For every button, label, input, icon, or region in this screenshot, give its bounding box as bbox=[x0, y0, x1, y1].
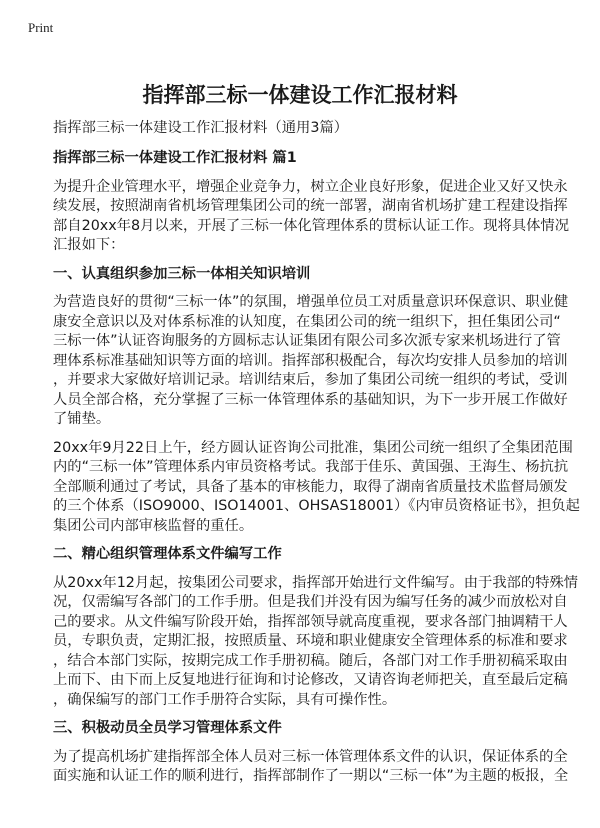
paragraph-line: 了铺垫。 bbox=[53, 411, 111, 427]
paragraph-line: 员，专职负责，定期汇报，按照质量、环境和职业健康安全管理体系的标准和要求 bbox=[53, 633, 568, 649]
paragraph-line: 全部顺利通过了考试，具备了基本的审核能力，取得了湖南省质量技术监督局颁发 bbox=[53, 478, 568, 495]
document-subtitle: 指挥部三标一体建设工作汇报材料（通用3篇） bbox=[53, 120, 349, 136]
paragraph-line: ，并要求大家做好培训记录。培训结束后，参加了集团公司统一组织的考试，受训 bbox=[53, 372, 568, 388]
paragraph bbox=[53, 748, 573, 787]
paragraph-line: 人员全部合格，充分掌握了三标一体管理体系的基础知识，为下一步开展工作做好 bbox=[53, 391, 568, 408]
paragraph-line: 理体系标准基础知识等方面的培训。指挥部积极配合，每次均安排人员参加的培训 bbox=[53, 352, 568, 369]
paragraph-line: 汇报如下： bbox=[53, 237, 125, 253]
paragraph-line: 面实施和认证工作的顺利进行，指挥部制作了一期以“三标一体”为主题的板报，全 bbox=[53, 768, 569, 784]
paragraph-line: 为提升企业管理水平，增强企业竞争力，树立企业良好形象，促进企业又好又快永 bbox=[53, 178, 568, 195]
paragraph-line: 20xx年9月22日上午，经方圆认证咨询公司批准，集团公司统一组织了全集团范围 bbox=[53, 439, 573, 456]
paragraph-line: ，结合本部门实际，按期完成工作手册初稿。随后，各部门对工作手册初稿采取由 bbox=[53, 652, 568, 669]
paragraph-line: 为营造良好的贯彻“三标一体”的氛围，增强单位员工对质量意识环保意识、职业健 bbox=[53, 294, 569, 310]
section-heading: 一、认真组织参加三标一体相关知识培训 bbox=[53, 265, 311, 282]
paragraph-line: 的三个体系（ISO9000、ISO14001、OHSAS18001）《内审员资格证书》，担负起 bbox=[53, 498, 580, 514]
paragraph-line: 上而下、由下而上反复地进行征询和讨论修改，又请咨询老师把关，直至最后定稿 bbox=[53, 672, 568, 688]
paragraph-line: 况，仅需编写各部门的工作手册。但是我们并没有因为编写任务的减少而放松对自 bbox=[53, 594, 568, 610]
paragraph bbox=[53, 178, 573, 256]
print-link[interactable]: Print bbox=[28, 20, 54, 35]
section-heading: 三、积极动员全员学习管理体系文件 bbox=[53, 720, 282, 736]
paragraph-line: 内的“三标一体”管理体系内审员资格考试。我部于佳乐、黄国强、王海生、杨抗抗 bbox=[53, 459, 569, 475]
paragraph bbox=[53, 293, 573, 430]
paragraph-line: 从20xx年12月起，按集团公司要求，指挥部开始进行文件编写。由于我部的特殊情 bbox=[53, 574, 579, 591]
paragraph-line: 三标一体”认证咨询服务的方圆标志认证集团有限公司多次派专家来机场进行了管 bbox=[53, 333, 561, 349]
paragraph-line: 为了提高机场扩建指挥部全体人员对三标一体管理体系文件的认识，保证体系的全 bbox=[53, 748, 568, 765]
paragraph bbox=[53, 439, 580, 537]
article-content bbox=[53, 178, 580, 787]
paragraph bbox=[53, 574, 579, 711]
paragraph-line: 续发展，按照湖南省机场管理集团公司的统一部署，湖南省机场扩建工程建设指挥 bbox=[53, 198, 568, 214]
paragraph-line: ，确保编写的部门工作手册符合实际，具有可操作性。 bbox=[53, 691, 397, 708]
paragraph-line: 康安全意识以及对体系标准的认知度，在集团公司的统一组织下，担任集团公司“ bbox=[53, 313, 561, 330]
section-heading: 二、精心组织管理体系文件编写工作 bbox=[53, 546, 282, 562]
paragraph-line: 集团公司内部审核监督的重任。 bbox=[53, 517, 254, 534]
paragraph-line: 己的要求。从文件编写阶段开始，指挥部领导就高度重视，要求各部门抽调精干人 bbox=[53, 613, 568, 630]
article-heading: 指挥部三标一体建设工作汇报材料 篇1 bbox=[53, 150, 297, 166]
paragraph-line: 部自20xx年8月以来，开展了三标一体化管理体系的贯标认证工作。现将具体情况 bbox=[53, 217, 570, 234]
document-body bbox=[53, 117, 580, 796]
document-title: 指挥部三标一体建设工作汇报材料 bbox=[142, 83, 458, 107]
